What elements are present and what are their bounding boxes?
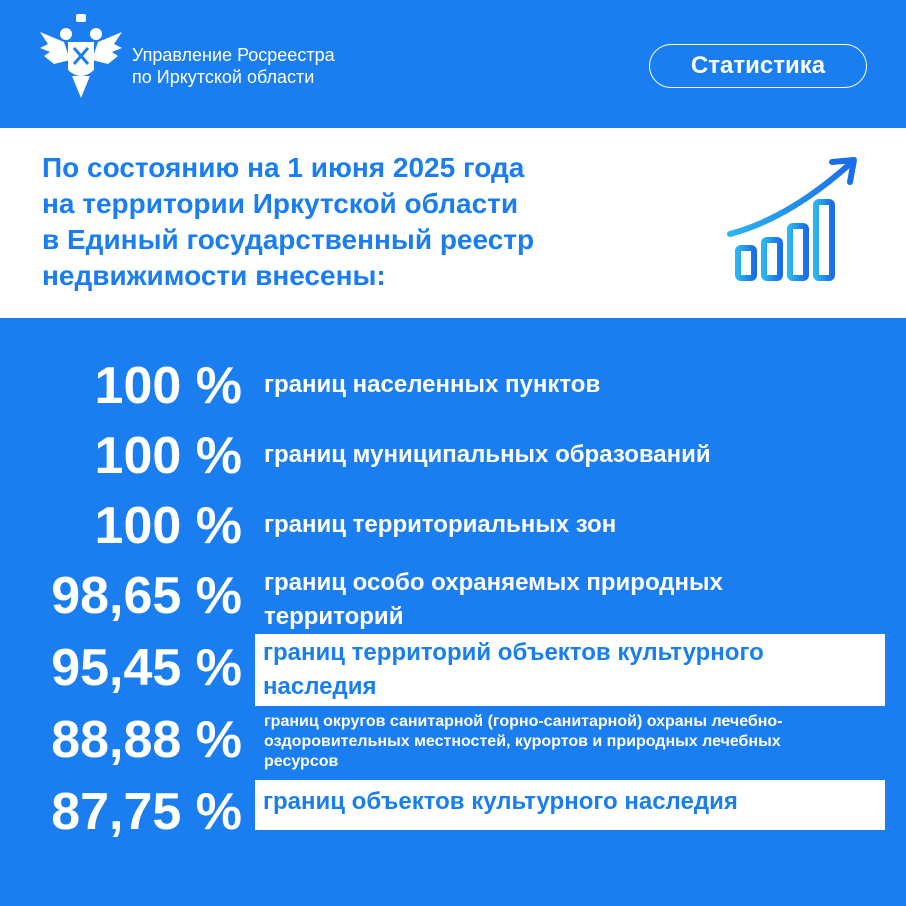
stat-percent: 95,45 % [51, 639, 242, 697]
stat-label-line-1: границ округов санитарной (горно-санитарной) охраны лечебно- [264, 713, 783, 730]
intro-panel [0, 128, 906, 318]
rosreestr-emblem-icon [36, 12, 126, 102]
stat-label [264, 566, 723, 634]
stat-label-highlight: границ объектов культурного наследия [255, 780, 885, 830]
header [0, 0, 906, 128]
stat-label-line-1: границ особо охраняемых природных [264, 569, 723, 596]
stat-label-line-1: границ территорий объектов культурного [263, 639, 764, 666]
org-line-2: по Иркутской области [132, 67, 315, 87]
stat-percent: 98,65 % [51, 567, 242, 625]
stat-label-line-2: оздоровительных местностей, курортов и природных лечебных [264, 733, 781, 750]
intro-line-4: недвижимости внесены: [42, 260, 386, 291]
stat-label: границ населенных пунктов [264, 371, 601, 398]
intro-line-1: По состоянию на 1 июня 2025 года [42, 152, 525, 183]
stat-label: границ муниципальных образований [264, 441, 711, 468]
stat-label-line-2: наследия [263, 673, 377, 700]
intro-line-2: на территории Иркутской области [42, 188, 519, 219]
stat-label-line-2: территорий [264, 603, 404, 630]
growth-chart-icon [720, 148, 870, 298]
stat-label: границ территориальных зон [264, 511, 617, 538]
stat-percent: 87,75 % [51, 783, 242, 841]
stat-label [264, 712, 884, 772]
stat-percent: 100 % [94, 427, 242, 485]
stat-label-highlight [255, 634, 885, 706]
intro-line-3: в Единый государственный реестр [42, 224, 535, 255]
stat-percent: 100 % [94, 497, 242, 555]
stat-percent: 88,88 % [51, 711, 242, 769]
org-line-1: Управление Росреестра [132, 45, 335, 65]
intro-heading [42, 150, 682, 294]
organization-name [132, 44, 335, 88]
statistics-badge: Статистика [649, 44, 867, 88]
stat-label-line-3: ресурсов [264, 753, 339, 770]
stat-percent: 100 % [94, 357, 242, 415]
